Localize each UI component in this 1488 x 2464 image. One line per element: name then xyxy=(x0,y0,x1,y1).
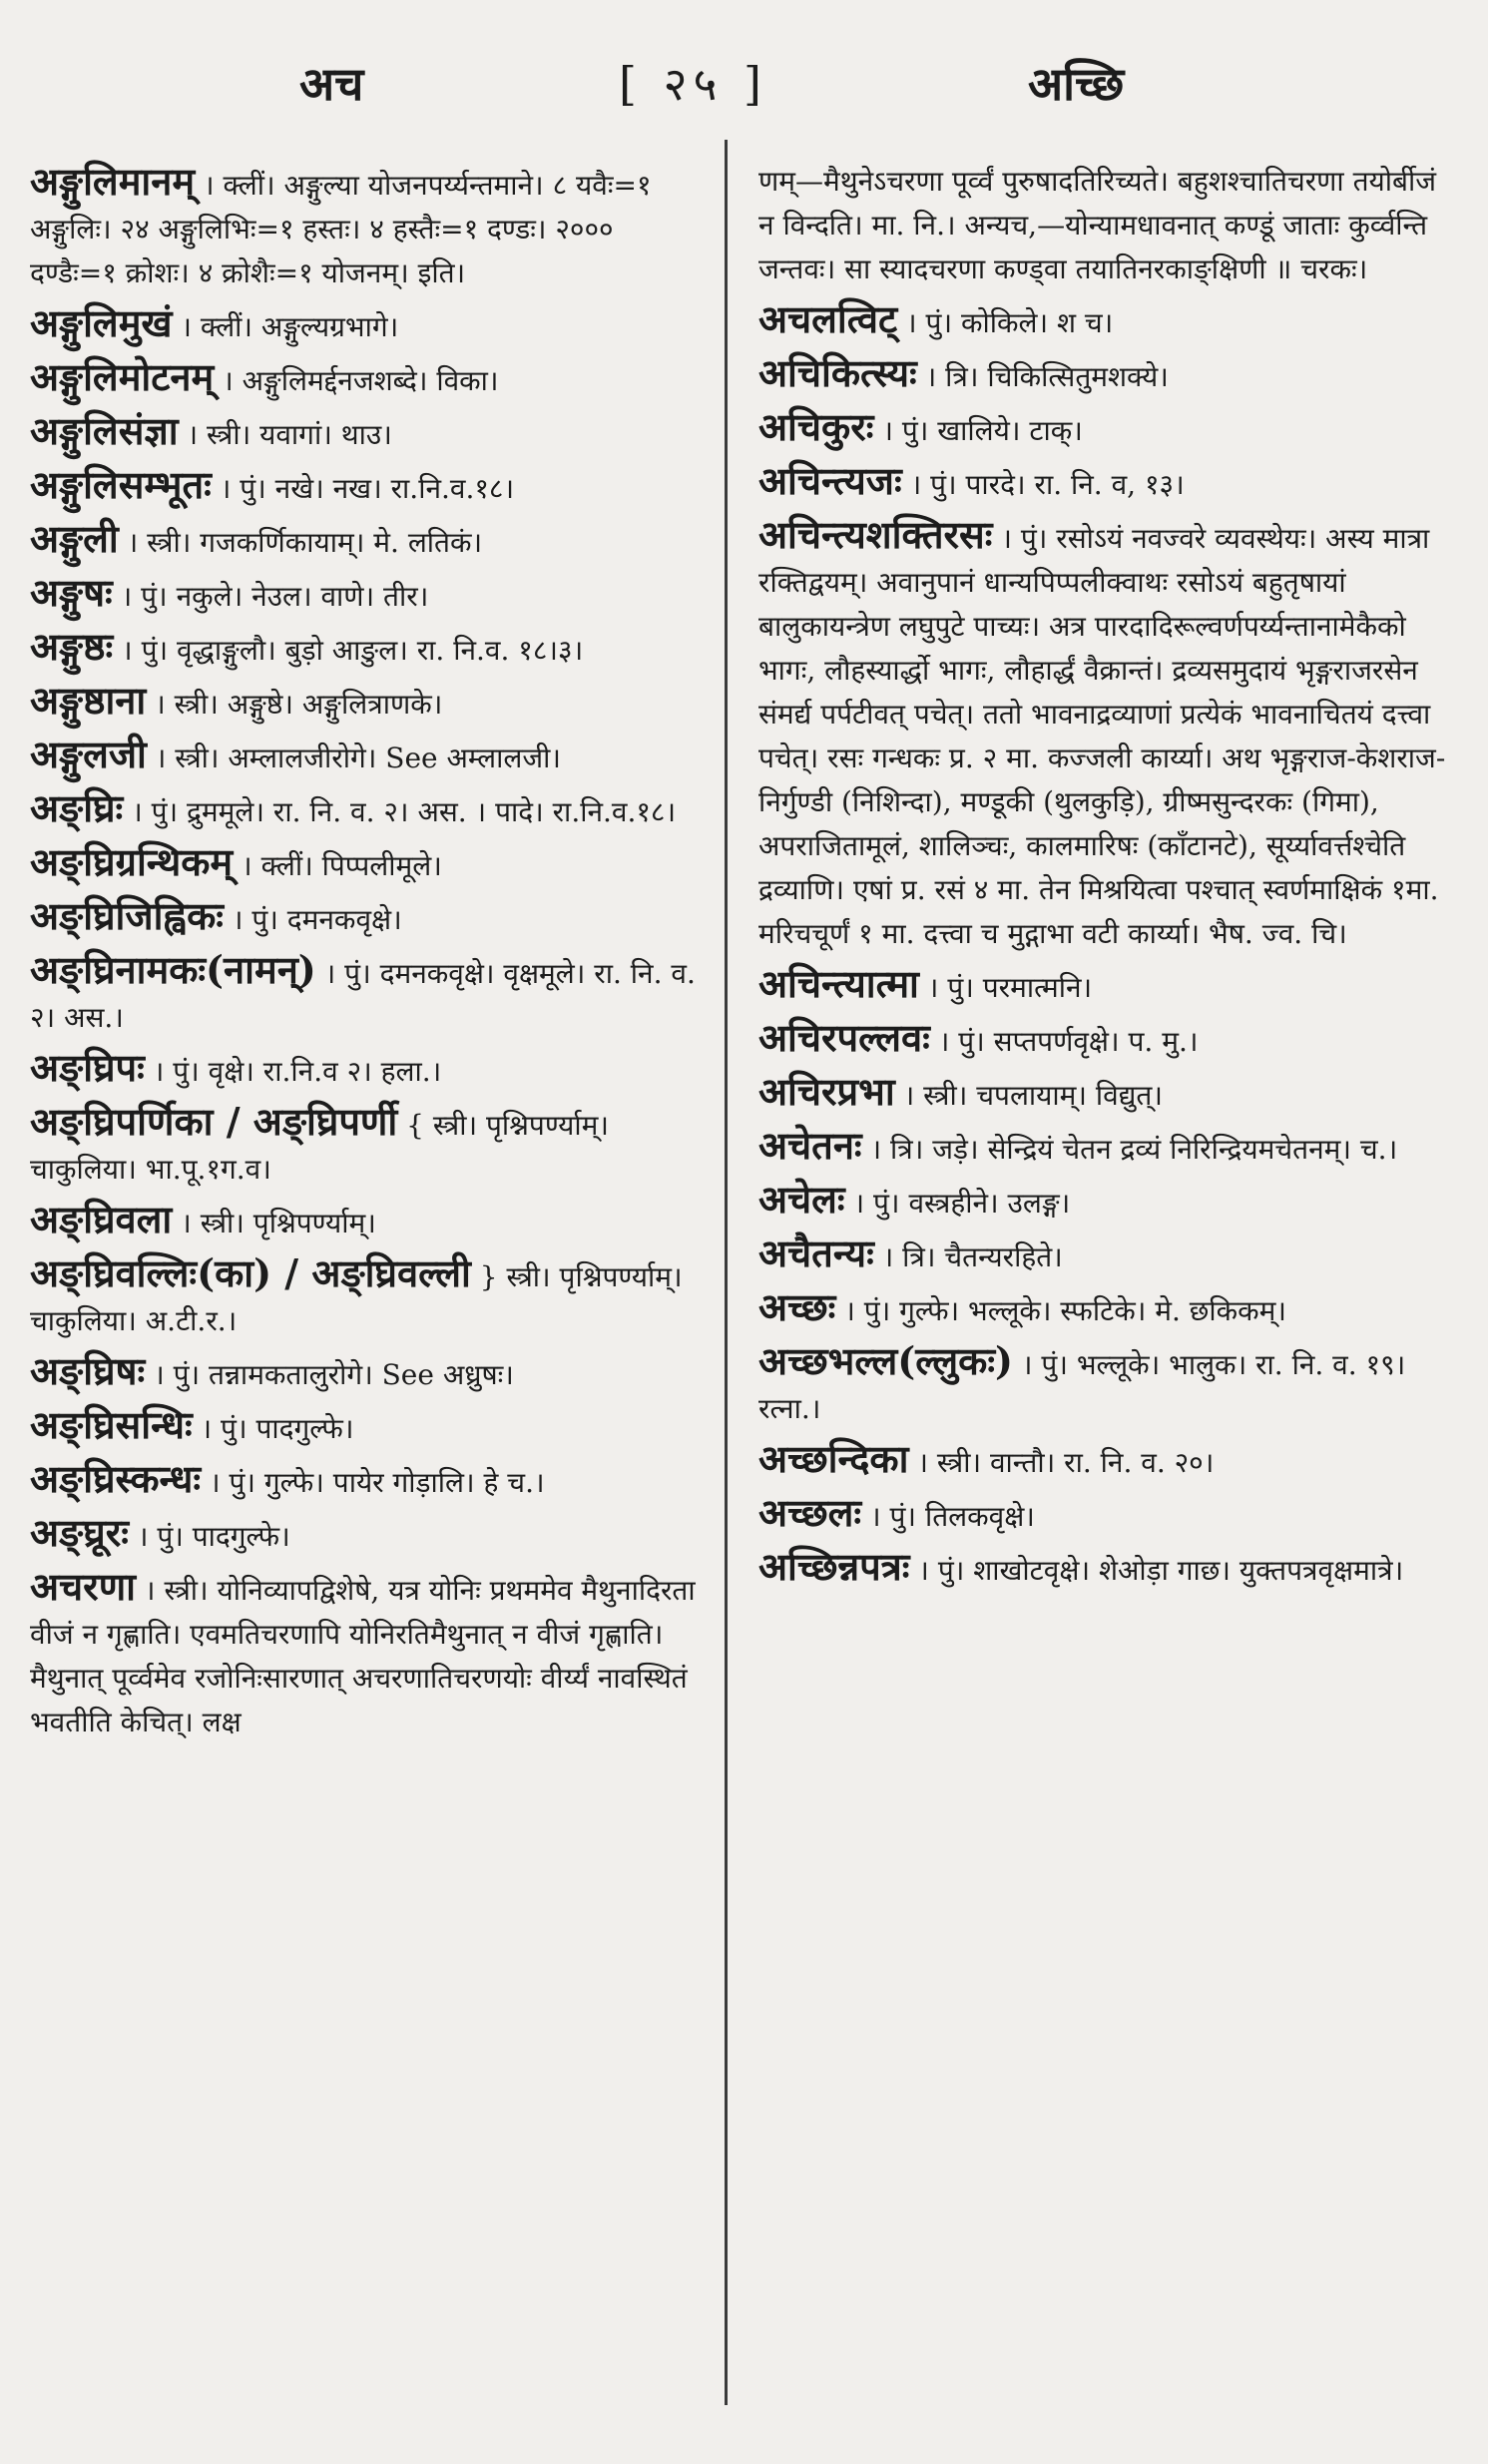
entry-definition: । स्त्री। गजकर्णिकायाम्। मे. लतिकं। xyxy=(118,526,483,559)
dictionary-entry xyxy=(30,1251,709,1343)
entry-headword: अङ्गुलिमुखं xyxy=(30,300,173,345)
entry-definition: } स्त्री। पृश्निपर्ण्याम्। चाकुलिया। अ.टी.र.। xyxy=(30,1260,683,1337)
header-right-guideword: अच्छि xyxy=(1028,57,1125,111)
entry-headword: अङ्गुष्ठाना xyxy=(30,678,147,723)
entry-definition: । स्त्री। चपलायाम्। विद्युत्। xyxy=(894,1079,1163,1112)
entry-definition: । पुं। पारदे। रा. नि. व, १३। xyxy=(901,468,1185,501)
entry-definition: । पुं। दमनकवृक्षे। वृक्षमूले। रा. नि. व. २। अस.। xyxy=(30,957,696,1034)
right-column xyxy=(758,160,1447,1599)
entry-definition: { स्त्री। पृश्निपर्ण्याम्। चाकुलिया। भा.पू.१ग.व। xyxy=(30,1109,609,1186)
dictionary-entry xyxy=(758,160,1447,291)
entry-headword: अङ्गुलिसम्भूतः xyxy=(30,462,212,507)
dictionary-entry xyxy=(30,786,709,834)
dictionary-entry xyxy=(758,351,1447,399)
dictionary-entry xyxy=(30,679,709,727)
entry-definition: । पुं। नकुले। नेउल। वाणे। तीर। xyxy=(112,580,429,613)
entry-headword: अचेलः xyxy=(758,1177,845,1222)
entry-headword: अङ्घ्रूरः xyxy=(30,1510,129,1555)
dictionary-entry xyxy=(30,355,709,403)
entry-definition: । पुं। तिलकवृक्षे। xyxy=(861,1500,1035,1533)
dictionary-entry xyxy=(758,1070,1447,1118)
entry-definition: । क्लीं। पिप्पलीमूले। xyxy=(233,849,442,882)
entry-definition: । क्लीं। अङ्गुल्या योजनपर्य्यन्तमाने। ८ यवैः=१ अङ्गुलिः। २४ अङ्गुलिभिः=१ हस्तः। ४ हस्तैः=१ दण्डः। २००० दण्डैः=१ क्रोशः। ४ क्रोशैः=१ योजनम्। इति। xyxy=(30,169,652,289)
entry-definition: । त्रि। चिकित्सितुमशक्ये। xyxy=(916,360,1169,393)
entry-headword: अच्छः xyxy=(758,1284,836,1329)
entry-headword: अचिकित्स्यः xyxy=(758,350,917,395)
entry-definition: । पुं। तन्नामकतालुरोगे। See अध्रुषः। xyxy=(145,1358,514,1391)
entry-headword: अच्छलः xyxy=(758,1490,862,1535)
dictionary-entry xyxy=(758,405,1447,453)
entry-headword: अङ्घ्रिग्रन्थिकम् xyxy=(30,839,234,884)
entry-definition: । क्लीं। अङ्गुल्यग्रभागे। xyxy=(172,310,399,343)
entry-headword: अचलत्विट् xyxy=(758,296,898,341)
entry-definition: । त्रि। चैतन्यरहिते। xyxy=(873,1240,1063,1273)
dictionary-entry xyxy=(30,1403,709,1451)
header-left-guideword: अच xyxy=(299,57,364,111)
dictionary-entry xyxy=(758,1285,1447,1333)
dictionary-entry xyxy=(30,571,709,619)
entry-definition: । पुं। वृद्धाङ्गुलौ। बुड़ो आङुल। रा. नि.व. १८।३। xyxy=(113,634,584,667)
entry-definition: । पुं। शाखोटवृक्षे। शेओड़ा गाछ। युक्तपत्रवृक्षमात्रे। xyxy=(909,1554,1404,1587)
dictionary-entry xyxy=(30,840,709,888)
entry-headword: अङ्घ्रिवल्लिः(का) / अङ्घ्रिवल्ली xyxy=(30,1250,471,1295)
entry-definition: । पुं। वस्त्रहीने। उलङ्ग। xyxy=(844,1187,1071,1220)
entry-definition: । त्रि। जड़े। सेन्द्रियं चेतन द्रव्यं निरिन्द्रियमचेतनम्। च.। xyxy=(861,1133,1398,1166)
dictionary-entry xyxy=(758,1437,1447,1485)
entry-headword: अङ्घ्रिः xyxy=(30,785,124,830)
dictionary-entry xyxy=(30,1349,709,1397)
entry-headword: अङ्गुष्ठः xyxy=(30,624,114,669)
dictionary-entry xyxy=(30,517,709,565)
entry-headword: अङ्गुली xyxy=(30,516,119,561)
entry-definition: । पुं। द्रुममूले। रा. नि. व. २। अस. । पादे। रा.नि.व.१८। xyxy=(123,795,677,828)
entry-definition: । स्त्री। योनिव्यापद्विशेषे, यत्र योनिः प्रथममेव मैथुनादिरता वीजं न गृह्णाति। एवमतिचरणापि योनिरतिमैथुनात् न वीजं गृह्णाति। मैथुनात् पूर्व्वमेव रजोनिःसारणात् अचरणातिचरणयोः वीर्य्यं नावस्थितं भवतीति केचित्। लक्ष xyxy=(30,1574,696,1738)
entry-headword: अङ्घ्रिसन्धिः xyxy=(30,1402,193,1447)
entry-definition: । पुं। गुल्फे। पायेर गोड़ालि। हे च.। xyxy=(201,1466,545,1499)
dictionary-entry xyxy=(30,160,709,295)
entry-headword: अचैतन्यः xyxy=(758,1231,874,1275)
dictionary-entry xyxy=(758,1016,1447,1064)
entry-definition: । स्त्री। अङ्गुष्ठे। अङ्गुलित्राणके। xyxy=(146,688,443,721)
entry-headword: अचिन्त्यात्मा xyxy=(758,961,919,1006)
dictionary-entry xyxy=(30,301,709,349)
dictionary-entry xyxy=(758,962,1447,1010)
entry-headword: अङ्घ्रिपर्णिका / अङ्घ्रिपर्णी xyxy=(30,1099,398,1144)
entry-definition: । पुं। भल्लूके। भालुक। रा. नि. व. १९। रत्ना.। xyxy=(758,1348,1406,1425)
dictionary-entry xyxy=(30,1198,709,1245)
entry-headword: अङ्गुलिसंज्ञा xyxy=(30,408,179,453)
entry-headword: अच्छभल्ल(ल्लुकः) xyxy=(758,1338,1013,1383)
entry-headword: अचिरप्रभा xyxy=(758,1069,895,1114)
dictionary-entry xyxy=(758,1124,1447,1172)
entry-definition: । स्त्री। यवागां। थाउ। xyxy=(178,418,392,451)
entry-definition: । पुं। पादगुल्फे। xyxy=(128,1520,290,1553)
entry-definition: । पुं। कोकिले। श च। xyxy=(897,306,1114,339)
entry-headword: अच्छिन्नपत्रः xyxy=(758,1544,910,1589)
dictionary-entry xyxy=(758,1178,1447,1226)
dictionary-entry xyxy=(758,1491,1447,1539)
entry-definition: । पुं। खालिये। टाक्। xyxy=(873,414,1083,447)
entry-headword: अच्छन्दिका xyxy=(758,1436,909,1481)
entry-definition: । स्त्री। पृश्निपर्ण्याम्। xyxy=(172,1207,376,1239)
entry-headword: अचिरपल्लवः xyxy=(758,1015,930,1060)
dictionary-entry xyxy=(30,1565,709,1744)
dictionary-entry xyxy=(30,1457,709,1505)
entry-definition: । स्त्री। वान्तौ। रा. नि. व. २०। xyxy=(908,1446,1215,1479)
entry-definition: । स्त्री। अम्लालजीरोगे। See अम्लालजी। xyxy=(146,741,561,774)
dictionary-entry xyxy=(758,459,1447,507)
entry-headword: अङ्घ्रिषः xyxy=(30,1348,146,1393)
dictionary-entry xyxy=(758,297,1447,345)
entry-definition: । पुं। रसोऽयं नवज्वरे व्यवस्थेयः। अस्य मात्रा रक्तिद्वयम्। अवानुपानं धान्यपिप्पलीक्वाथः रसोऽयं बहुतृषायां बालुकायन्त्रेण लघुपुटे पाच्यः। अत्र पारदादिरूल्वर्णपर्य्यन्तानामेकैको भागः, लौहस्यार्द्धो भागः, लौहार्द्धं वैक्रान्तं। द्रव्यसमुदायं भृङ्गराजरसेन संमर्द्य पर्पटीवत् पचेत्। ततो भावनाद्रव्याणां प्रत्येकं भावनाचितयं दत्त्वा पचेत्। रसः गन्धकः प्र. २ मा. कज्जली कार्य्या। अथ भृङ्गराज-केशराज-निर्गुण्डी (निशिन्दा), मण्डूकी (थुलकुड़ि), ग्रीष्मसुन्दरकः (गिमा), अपराजितामूलं, शालिञ्चः, कालमारिषः (काँटानटे), सूर्य्यावर्त्तश्चेति द्रव्याणि। एषां प्र. रसं ४ मा. तेन मिश्रयित्वा पश्चात् स्वर्णमाक्षिकं १मा. मरिचचूर्णं १ मा. दत्त्वा च मुद्गाभा वटी कार्य्या। भैष. ज्व. चि। xyxy=(758,522,1446,950)
entry-definition: । पुं। परमात्मनि। xyxy=(918,971,1093,1004)
entry-definition: । पुं। पादगुल्फे। xyxy=(192,1412,354,1445)
dictionary-entry xyxy=(30,409,709,457)
entry-headword: अङ्गुषः xyxy=(30,570,113,615)
dictionary-entry xyxy=(30,1100,709,1192)
entry-definition: । पुं। सप्तपर्णवृक्षे। प. मु.। xyxy=(929,1025,1199,1058)
dictionary-entry xyxy=(30,733,709,780)
entry-headword: अचरणा xyxy=(30,1564,137,1609)
entry-headword: अङ्घ्रिस्कन्धः xyxy=(30,1456,202,1501)
dictionary-entry xyxy=(30,1046,709,1094)
entry-headword: अङ्घ्रिपः xyxy=(30,1045,145,1090)
dictionary-entry xyxy=(758,1339,1447,1431)
entry-headword: अङ्गुलिमोटनम् xyxy=(30,354,215,399)
entry-headword: अचिन्त्यजः xyxy=(758,458,902,503)
dictionary-entry xyxy=(758,1232,1447,1279)
left-column xyxy=(30,160,709,1750)
dictionary-entry xyxy=(30,948,709,1040)
entry-definition: । पुं। वृक्षे। रा.नि.व २। हला.। xyxy=(144,1055,442,1088)
dictionary-entry xyxy=(758,1545,1447,1593)
column-divider xyxy=(725,140,728,2405)
entry-definition: । पुं। दमनकवृक्षे। xyxy=(223,903,402,936)
entry-headword: अङ्गुलजी xyxy=(30,732,147,776)
entry-headword: अङ्गुलिमानम् xyxy=(30,159,196,204)
page-header xyxy=(0,40,1488,120)
dictionary-entry xyxy=(30,894,709,942)
page-number: [ २५ ] xyxy=(619,57,767,111)
dictionary-entry xyxy=(30,625,709,673)
dictionary-entry xyxy=(30,1511,709,1559)
entry-definition: । पुं। नखे। नख। रा.नि.व.१८। xyxy=(211,472,515,505)
entry-headword: अचिकुरः xyxy=(758,404,874,449)
dictionary-entry xyxy=(30,463,709,511)
entry-definition: । पुं। गुल्फे। भल्लूके। स्फटिके। मे. छकिकम्। xyxy=(835,1294,1287,1327)
entry-headword: अचेतनः xyxy=(758,1123,862,1168)
dictionary-entry xyxy=(758,513,1447,956)
entry-definition: । अङ्गुलिमर्द्दनजशब्दे। विका। xyxy=(214,364,499,397)
entry-headword: अचिन्त्यशक्तिरसः xyxy=(758,512,993,557)
entry-headword: अङ्घ्रिजिह्विकः xyxy=(30,893,224,938)
entry-headword: अङ्घ्रिवला xyxy=(30,1197,173,1241)
entry-headword: अङ्घ्रिनामकः(नामन्) xyxy=(30,947,316,992)
entry-definition: णम्—मैथुनेऽचरणा पूर्व्वं पुरुषादतिरिच्यते। बहुशश्चातिचरणा तयोर्बीजं न विन्दति। मा. नि.। अन्यच,—योन्यामधावनात् कण्डूं जाताः कुर्व्वन्ति जन्तवः। सा स्यादचरणा कण्ड्वा तयातिनरकाङ्क्षिणी ॥ चरकः। xyxy=(758,165,1437,285)
